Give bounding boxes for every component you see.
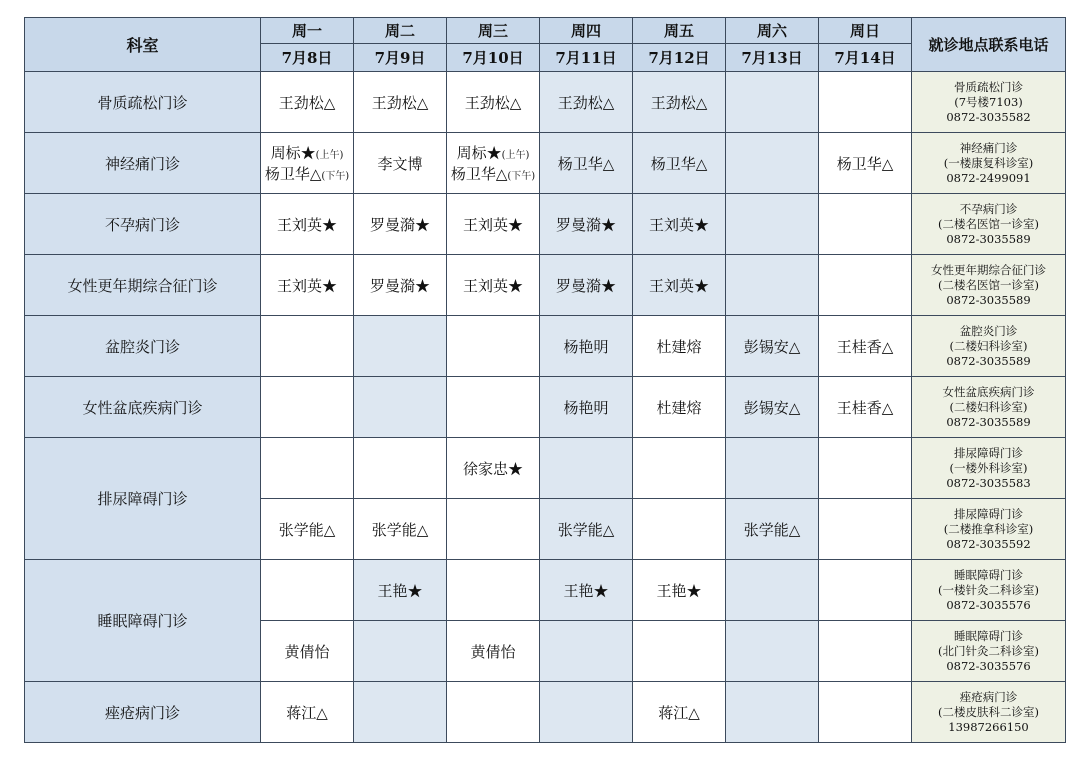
dept-cell: 痤疮病门诊 xyxy=(25,682,261,743)
contact-clinic: 神经痛门诊 xyxy=(959,140,1018,155)
session-note: (上午) xyxy=(315,150,344,161)
schedule-cell: 王刘英★ xyxy=(261,194,354,255)
schedule-cell xyxy=(540,438,633,499)
schedule-cell: 彭锡安△ xyxy=(726,316,819,377)
contact-phone: 0872-3035589 xyxy=(946,231,1031,246)
table-row xyxy=(25,133,1066,194)
contact-phone: 13987266150 xyxy=(948,719,1029,734)
contact-location: (7号楼7103) xyxy=(954,94,1023,109)
schedule-cell: 罗曼漪★ xyxy=(354,194,447,255)
schedule-cell xyxy=(633,438,726,499)
schedule-cell: 杨卫华△ xyxy=(633,133,726,194)
dept-cell: 睡眠障碍门诊 xyxy=(25,560,261,682)
header-contact: 就诊地点联系电话 xyxy=(912,18,1066,72)
schedule-cell: 王劲松△ xyxy=(447,72,540,133)
schedule-cell: 杜建熔 xyxy=(633,377,726,438)
contact-phone: 0872-3035589 xyxy=(946,414,1031,429)
schedule-cell: 罗曼漪★ xyxy=(540,194,633,255)
contact-location: (二楼名医馆一诊室) xyxy=(938,216,1039,231)
schedule-cell: 王艳★ xyxy=(354,560,447,621)
doctor-name: 杨卫华△ xyxy=(264,165,322,183)
contact-phone: 0872-3035583 xyxy=(946,475,1031,490)
header-weekday-tue: 周二 xyxy=(354,18,447,44)
contact-cell xyxy=(912,316,1066,377)
schedule-cell xyxy=(354,682,447,743)
schedule-cell xyxy=(819,682,912,743)
contact-phone: 0872-3035589 xyxy=(946,353,1031,368)
dept-cell: 不孕病门诊 xyxy=(25,194,261,255)
session-note: (下午) xyxy=(507,171,536,182)
table-row xyxy=(25,316,1066,377)
schedule-cell xyxy=(726,560,819,621)
schedule-cell: 张学能△ xyxy=(354,499,447,560)
header-weekday-wed: 周三 xyxy=(447,18,540,44)
schedule-cell: 彭锡安△ xyxy=(726,377,819,438)
contact-phone: 0872-2499091 xyxy=(946,170,1031,185)
dept-cell: 女性盆底疾病门诊 xyxy=(25,377,261,438)
schedule-cell: 杜建熔 xyxy=(633,316,726,377)
contact-location: (二楼皮肤科二诊室) xyxy=(938,704,1039,719)
schedule-cell: 王艳★ xyxy=(540,560,633,621)
contact-location: (二楼推拿科诊室) xyxy=(943,521,1034,536)
contact-clinic: 睡眠障碍门诊 xyxy=(954,628,1023,643)
schedule-cell xyxy=(819,72,912,133)
schedule-cell: 张学能△ xyxy=(726,499,819,560)
schedule-cell: 王刘英★ xyxy=(447,255,540,316)
schedule-cell: 李文博 xyxy=(354,133,447,194)
schedule-cell xyxy=(819,621,912,682)
contact-cell xyxy=(912,194,1066,255)
header-date-sun: 7月14日 xyxy=(819,44,912,72)
contact-cell xyxy=(912,499,1066,560)
schedule-cell xyxy=(726,682,819,743)
contact-location: (一楼针灸二科诊室) xyxy=(938,582,1039,597)
schedule-cell xyxy=(819,438,912,499)
header-weekday-thu: 周四 xyxy=(540,18,633,44)
contact-clinic: 不孕病门诊 xyxy=(959,201,1018,216)
contact-cell xyxy=(912,72,1066,133)
schedule-cell: 王劲松△ xyxy=(261,72,354,133)
schedule-cell: 徐家忠★ xyxy=(447,438,540,499)
dept-cell: 骨质疏松门诊 xyxy=(25,72,261,133)
schedule-cell xyxy=(726,255,819,316)
header-date-thu: 7月11日 xyxy=(540,44,633,72)
header-date-fri: 7月12日 xyxy=(633,44,726,72)
contact-clinic: 排尿障碍门诊 xyxy=(954,445,1023,460)
schedule-cell xyxy=(540,682,633,743)
schedule-cell xyxy=(261,133,354,194)
schedule-cell xyxy=(726,133,819,194)
header-dept: 科室 xyxy=(25,18,261,72)
table-row xyxy=(25,255,1066,316)
contact-phone: 0872-3035582 xyxy=(946,109,1031,124)
schedule-cell xyxy=(819,194,912,255)
contact-clinic: 女性更年期综合征门诊 xyxy=(931,262,1046,277)
schedule-cell: 杨卫华△ xyxy=(819,133,912,194)
contact-clinic: 排尿障碍门诊 xyxy=(954,506,1023,521)
schedule-cell: 王劲松△ xyxy=(633,72,726,133)
contact-phone: 0872-3035576 xyxy=(946,597,1031,612)
schedule-cell: 王桂香△ xyxy=(819,316,912,377)
schedule-cell: 王桂香△ xyxy=(819,377,912,438)
contact-cell xyxy=(912,560,1066,621)
header-weekday-sat: 周六 xyxy=(726,18,819,44)
schedule-cell xyxy=(819,499,912,560)
schedule-cell xyxy=(633,621,726,682)
schedule-cell xyxy=(726,621,819,682)
table-row xyxy=(25,560,1066,621)
contact-location: (北门针灸二科诊室) xyxy=(938,643,1039,658)
contact-clinic: 女性盆底疾病门诊 xyxy=(942,384,1035,399)
dept-cell: 神经痛门诊 xyxy=(25,133,261,194)
schedule-cell: 王刘英★ xyxy=(447,194,540,255)
contact-location: (二楼妇科诊室) xyxy=(949,399,1028,414)
schedule-cell xyxy=(447,682,540,743)
schedule-cell xyxy=(447,560,540,621)
table-row xyxy=(25,682,1066,743)
dept-cell: 盆腔炎门诊 xyxy=(25,316,261,377)
contact-phone: 0872-3035592 xyxy=(946,536,1031,551)
session-note: (上午) xyxy=(501,150,530,161)
schedule-cell: 蒋江△ xyxy=(633,682,726,743)
schedule-cell: 黄倩怡 xyxy=(261,621,354,682)
contact-cell xyxy=(912,377,1066,438)
schedule-cell: 杨艳明 xyxy=(540,377,633,438)
schedule-cell xyxy=(261,560,354,621)
schedule-cell: 张学能△ xyxy=(261,499,354,560)
schedule-cell xyxy=(261,377,354,438)
schedule-cell: 王劲松△ xyxy=(540,72,633,133)
header-date-tue: 7月9日 xyxy=(354,44,447,72)
contact-phone: 0872-3035576 xyxy=(946,658,1031,673)
contact-clinic: 盆腔炎门诊 xyxy=(959,323,1018,338)
schedule-cell xyxy=(726,438,819,499)
table-row xyxy=(25,438,1066,499)
contact-cell xyxy=(912,255,1066,316)
schedule-cell xyxy=(354,377,447,438)
contact-cell xyxy=(912,438,1066,499)
clinic-schedule-table xyxy=(24,17,1066,743)
schedule-cell: 杨艳明 xyxy=(540,316,633,377)
table-row xyxy=(25,194,1066,255)
contact-clinic: 骨质疏松门诊 xyxy=(954,79,1023,94)
doctor-name: 周标★ xyxy=(456,144,502,162)
schedule-cell xyxy=(447,377,540,438)
contact-location: (一楼康复科诊室) xyxy=(943,155,1034,170)
header-date-mon: 7月8日 xyxy=(261,44,354,72)
header-date-wed: 7月10日 xyxy=(447,44,540,72)
doctor-name: 周标★ xyxy=(270,144,316,162)
header-weekday-fri: 周五 xyxy=(633,18,726,44)
contact-location: (二楼妇科诊室) xyxy=(949,338,1028,353)
doctor-name: 杨卫华△ xyxy=(450,165,508,183)
header-date-sat: 7月13日 xyxy=(726,44,819,72)
schedule-cell: 杨卫华△ xyxy=(540,133,633,194)
contact-clinic: 痤疮病门诊 xyxy=(959,689,1018,704)
schedule-cell: 罗曼漪★ xyxy=(354,255,447,316)
contact-clinic: 睡眠障碍门诊 xyxy=(954,567,1023,582)
table-row xyxy=(25,377,1066,438)
schedule-cell xyxy=(261,316,354,377)
contact-location: (二楼名医馆一诊室) xyxy=(938,277,1039,292)
schedule-cell: 王刘英★ xyxy=(633,255,726,316)
table-row xyxy=(25,72,1066,133)
schedule-cell xyxy=(540,621,633,682)
schedule-cell: 罗曼漪★ xyxy=(540,255,633,316)
schedule-cell: 王刘英★ xyxy=(261,255,354,316)
schedule-cell: 张学能△ xyxy=(540,499,633,560)
schedule-cell xyxy=(354,621,447,682)
schedule-cell: 王艳★ xyxy=(633,560,726,621)
contact-phone: 0872-3035589 xyxy=(946,292,1031,307)
header-weekday-sun: 周日 xyxy=(819,18,912,44)
schedule-cell xyxy=(354,438,447,499)
schedule-cell xyxy=(261,438,354,499)
contact-cell xyxy=(912,621,1066,682)
schedule-cell xyxy=(447,499,540,560)
schedule-cell xyxy=(633,499,726,560)
dept-cell: 女性更年期综合征门诊 xyxy=(25,255,261,316)
schedule-cell: 黄倩怡 xyxy=(447,621,540,682)
header-weekday-mon: 周一 xyxy=(261,18,354,44)
schedule-cell: 王劲松△ xyxy=(354,72,447,133)
schedule-cell xyxy=(354,316,447,377)
schedule-cell: 王刘英★ xyxy=(633,194,726,255)
contact-location: (一楼外科诊室) xyxy=(949,460,1028,475)
schedule-cell xyxy=(819,560,912,621)
schedule-cell: 蒋江△ xyxy=(261,682,354,743)
contact-cell xyxy=(912,682,1066,743)
schedule-cell xyxy=(819,255,912,316)
schedule-cell xyxy=(726,194,819,255)
schedule-cell xyxy=(447,133,540,194)
contact-cell xyxy=(912,133,1066,194)
schedule-cell xyxy=(726,72,819,133)
session-note: (下午) xyxy=(321,171,350,182)
schedule-cell xyxy=(447,316,540,377)
dept-cell: 排尿障碍门诊 xyxy=(25,438,261,560)
